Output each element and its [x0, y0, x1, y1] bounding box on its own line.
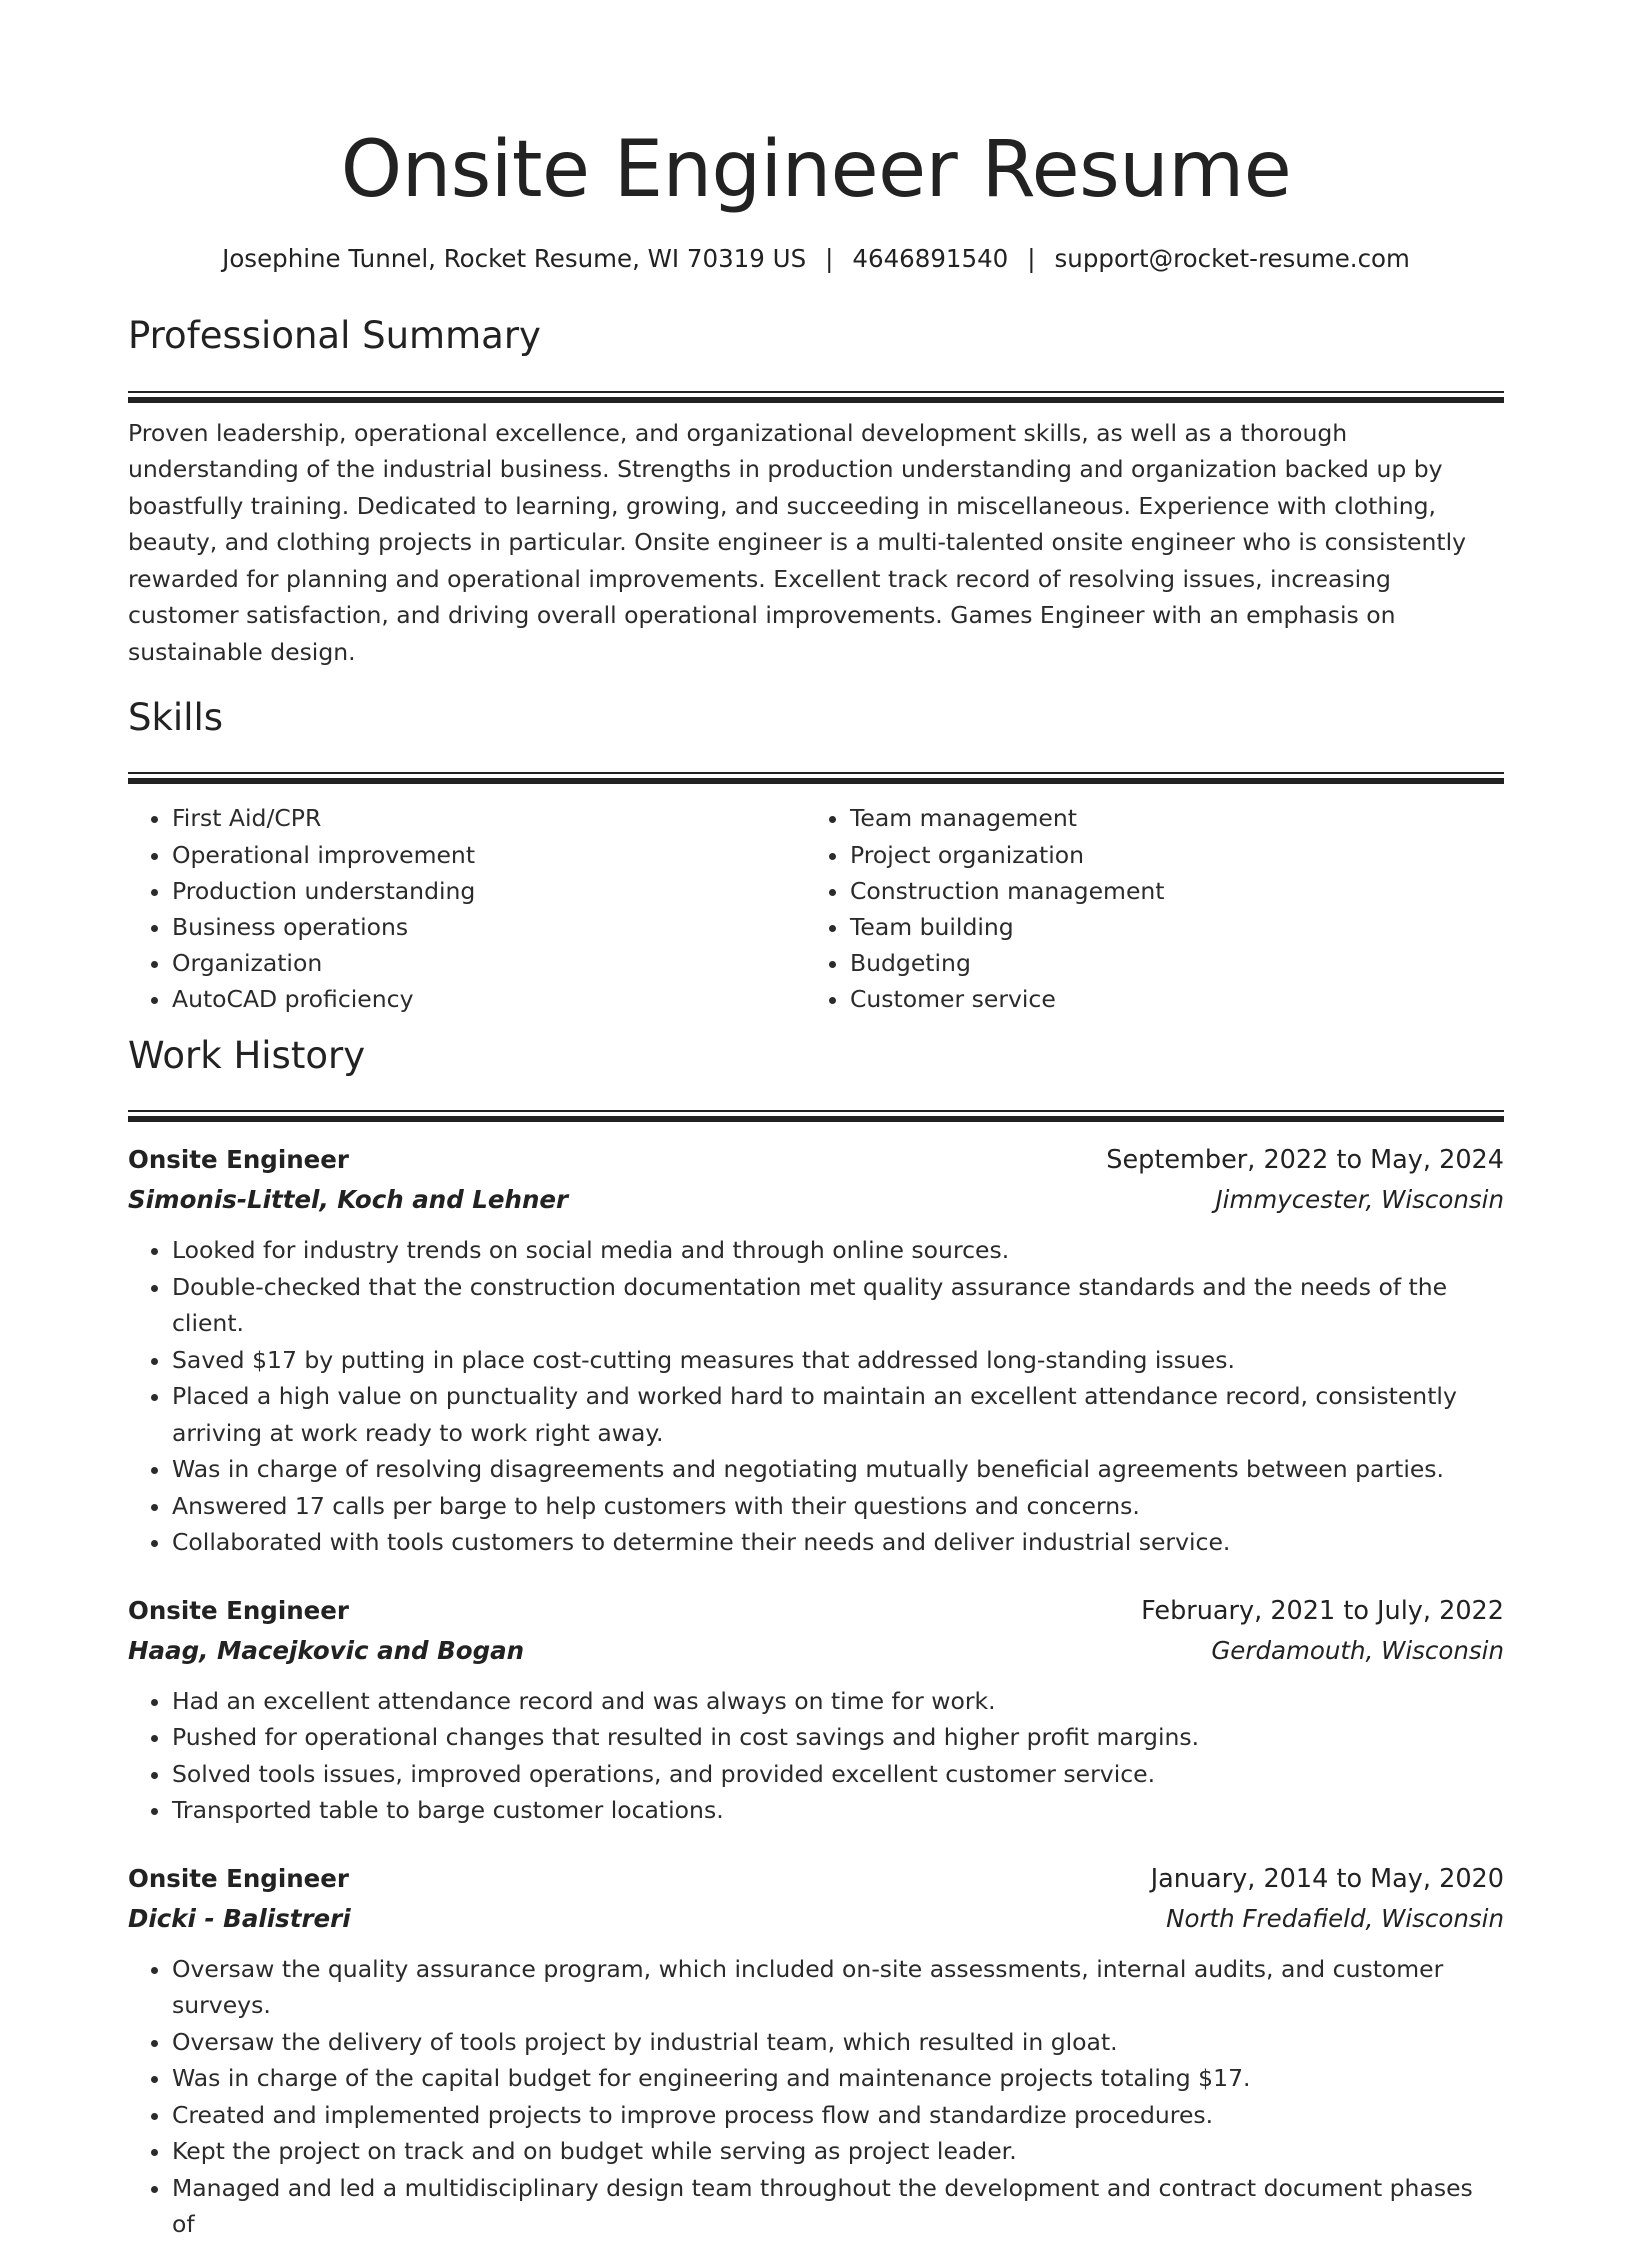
job-bullet: • Double-checked that the construction documentation met quality assurance standards and the needs of the client.	[172, 1269, 1504, 1342]
contact-email: support@rocket-resume.com	[1054, 244, 1410, 273]
resume-page	[128, 0, 1504, 2243]
contact-address: Josephine Tunnel, Rocket Resume, WI 70319 US	[222, 244, 807, 273]
job-bullet: • Pushed for operational changes that resulted in cost savings and higher profit margins.	[172, 1719, 1504, 1756]
skill-item: • Project organization	[850, 837, 1484, 873]
skill-item: • Production understanding	[172, 873, 806, 909]
skills-column-right	[806, 800, 1484, 1017]
section-divider	[128, 1110, 1504, 1122]
job-header-row	[128, 1859, 1504, 1899]
job-bullet: • Created and implemented projects to improve process flow and standardize procedures.	[172, 2097, 1504, 2134]
section-work-history	[128, 1032, 1504, 2243]
job-bullet: • Kept the project on track and on budget while serving as project leader.	[172, 2133, 1504, 2170]
job-bullet: • Had an excellent attendance record and was always on time for work.	[172, 1683, 1504, 1720]
contact-phone: 4646891540	[852, 244, 1009, 273]
summary-paragraph: Proven leadership, operational excellence, and organizational development skills, as well as a thorough understanding of the industrial business. Strengths in production understanding and organization backed up by boastfully training. Dedicated to learning, growing, and succeeding in miscellaneous. Experience with clothing, beauty, and clothing projects in particular. Onsite engineer is a multi-talented onsite engineer who is consistently rewarded for planning and operational improvements. Excellent track record of resolving issues, increasing customer satisfaction, and driving overall operational improvements. Games Engineer with an emphasis on sustainable design.	[128, 418, 1467, 666]
section-heading-work-history: Work History	[128, 1033, 366, 1077]
skill-item: • Operational improvement	[172, 837, 806, 873]
skill-item: • Construction management	[850, 873, 1484, 909]
contact-separator: |	[1027, 244, 1036, 273]
job-company: Dicki - Balistreri	[128, 1903, 351, 1933]
job-title: Onsite Engineer	[128, 1145, 349, 1175]
skill-item: • Team management	[850, 800, 1484, 836]
job-dates: February, 2021 to July, 2022	[1141, 1595, 1504, 1626]
job-bullet-list	[128, 1232, 1504, 1561]
job-bullet: • Collaborated with tools customers to determine their needs and deliver industrial service.	[172, 1524, 1504, 1561]
job-entry	[128, 1859, 1504, 2243]
job-bullet: • Oversaw the quality assurance program, which included on-site assessments, internal audits, and customer surveys.	[172, 1951, 1504, 2024]
skill-item: • Team building	[850, 909, 1484, 945]
skills-grid	[128, 800, 1504, 1017]
job-bullet-list	[128, 1951, 1504, 2243]
job-title: Onsite Engineer	[128, 1595, 349, 1625]
job-bullet: • Was in charge of the capital budget for engineering and maintenance projects totaling $17.	[172, 2060, 1504, 2097]
job-header-row	[128, 1140, 1504, 1180]
job-dates: January, 2014 to May, 2020	[1150, 1863, 1504, 1894]
skill-item: • Business operations	[172, 909, 806, 945]
job-bullet: • Placed a high value on punctuality and worked hard to maintain an excellent attendance record, consistently arriving at work ready to work right away.	[172, 1378, 1504, 1451]
section-divider	[128, 391, 1504, 403]
job-bullet: • Solved tools issues, improved operations, and provided excellent customer service.	[172, 1756, 1504, 1793]
job-title: Onsite Engineer	[128, 1863, 349, 1893]
job-bullet: • Answered 17 calls per barge to help customers with their questions and concerns.	[172, 1488, 1504, 1525]
skill-item: • Organization	[172, 945, 806, 981]
section-heading-skills: Skills	[128, 695, 224, 739]
job-entry	[128, 1591, 1504, 1829]
job-entry	[128, 1140, 1504, 1561]
job-header-row	[128, 1591, 1504, 1631]
job-location: Jimmycester, Wisconsin	[1215, 1185, 1504, 1215]
job-company-row	[128, 1180, 1504, 1220]
skills-column-left	[128, 800, 806, 1017]
job-company-row	[128, 1631, 1504, 1671]
job-company: Haag, Macejkovic and Bogan	[128, 1635, 525, 1665]
section-skills	[128, 694, 1504, 1018]
resume-title: Onsite Engineer Resume	[340, 125, 1292, 215]
job-location: North Fredafield, Wisconsin	[1166, 1903, 1504, 1933]
skill-item: • Budgeting	[850, 945, 1484, 981]
job-bullet: • Oversaw the delivery of tools project by industrial team, which resulted in gloat.	[172, 2024, 1504, 2061]
job-bullet: • Looked for industry trends on social media and through online sources.	[172, 1232, 1504, 1269]
job-bullet-list	[128, 1683, 1504, 1829]
skill-item: • First Aid/CPR	[172, 800, 806, 836]
job-bullet: • Transported table to barge customer locations.	[172, 1792, 1504, 1829]
job-dates: September, 2022 to May, 2024	[1106, 1145, 1504, 1176]
skill-item: • Customer service	[850, 981, 1484, 1017]
contact-separator: |	[825, 244, 834, 273]
job-location: Gerdamouth, Wisconsin	[1211, 1635, 1504, 1665]
section-divider	[128, 772, 1504, 784]
job-bullet: • Managed and led a multidisciplinary design team throughout the development and contract document phases of	[172, 2170, 1504, 2243]
section-heading-summary: Professional Summary	[128, 314, 541, 357]
contact-line	[128, 242, 1504, 276]
job-company-row	[128, 1899, 1504, 1939]
job-company: Simonis-Littel, Koch and Lehner	[128, 1185, 569, 1215]
job-bullet: • Was in charge of resolving disagreements and negotiating mutually beneficial agreements between parties.	[172, 1451, 1504, 1488]
job-bullet: • Saved $17 by putting in place cost-cutting measures that addressed long-standing issues.	[172, 1342, 1504, 1379]
section-professional-summary	[128, 312, 1504, 670]
skill-item: • AutoCAD proficiency	[172, 981, 806, 1017]
